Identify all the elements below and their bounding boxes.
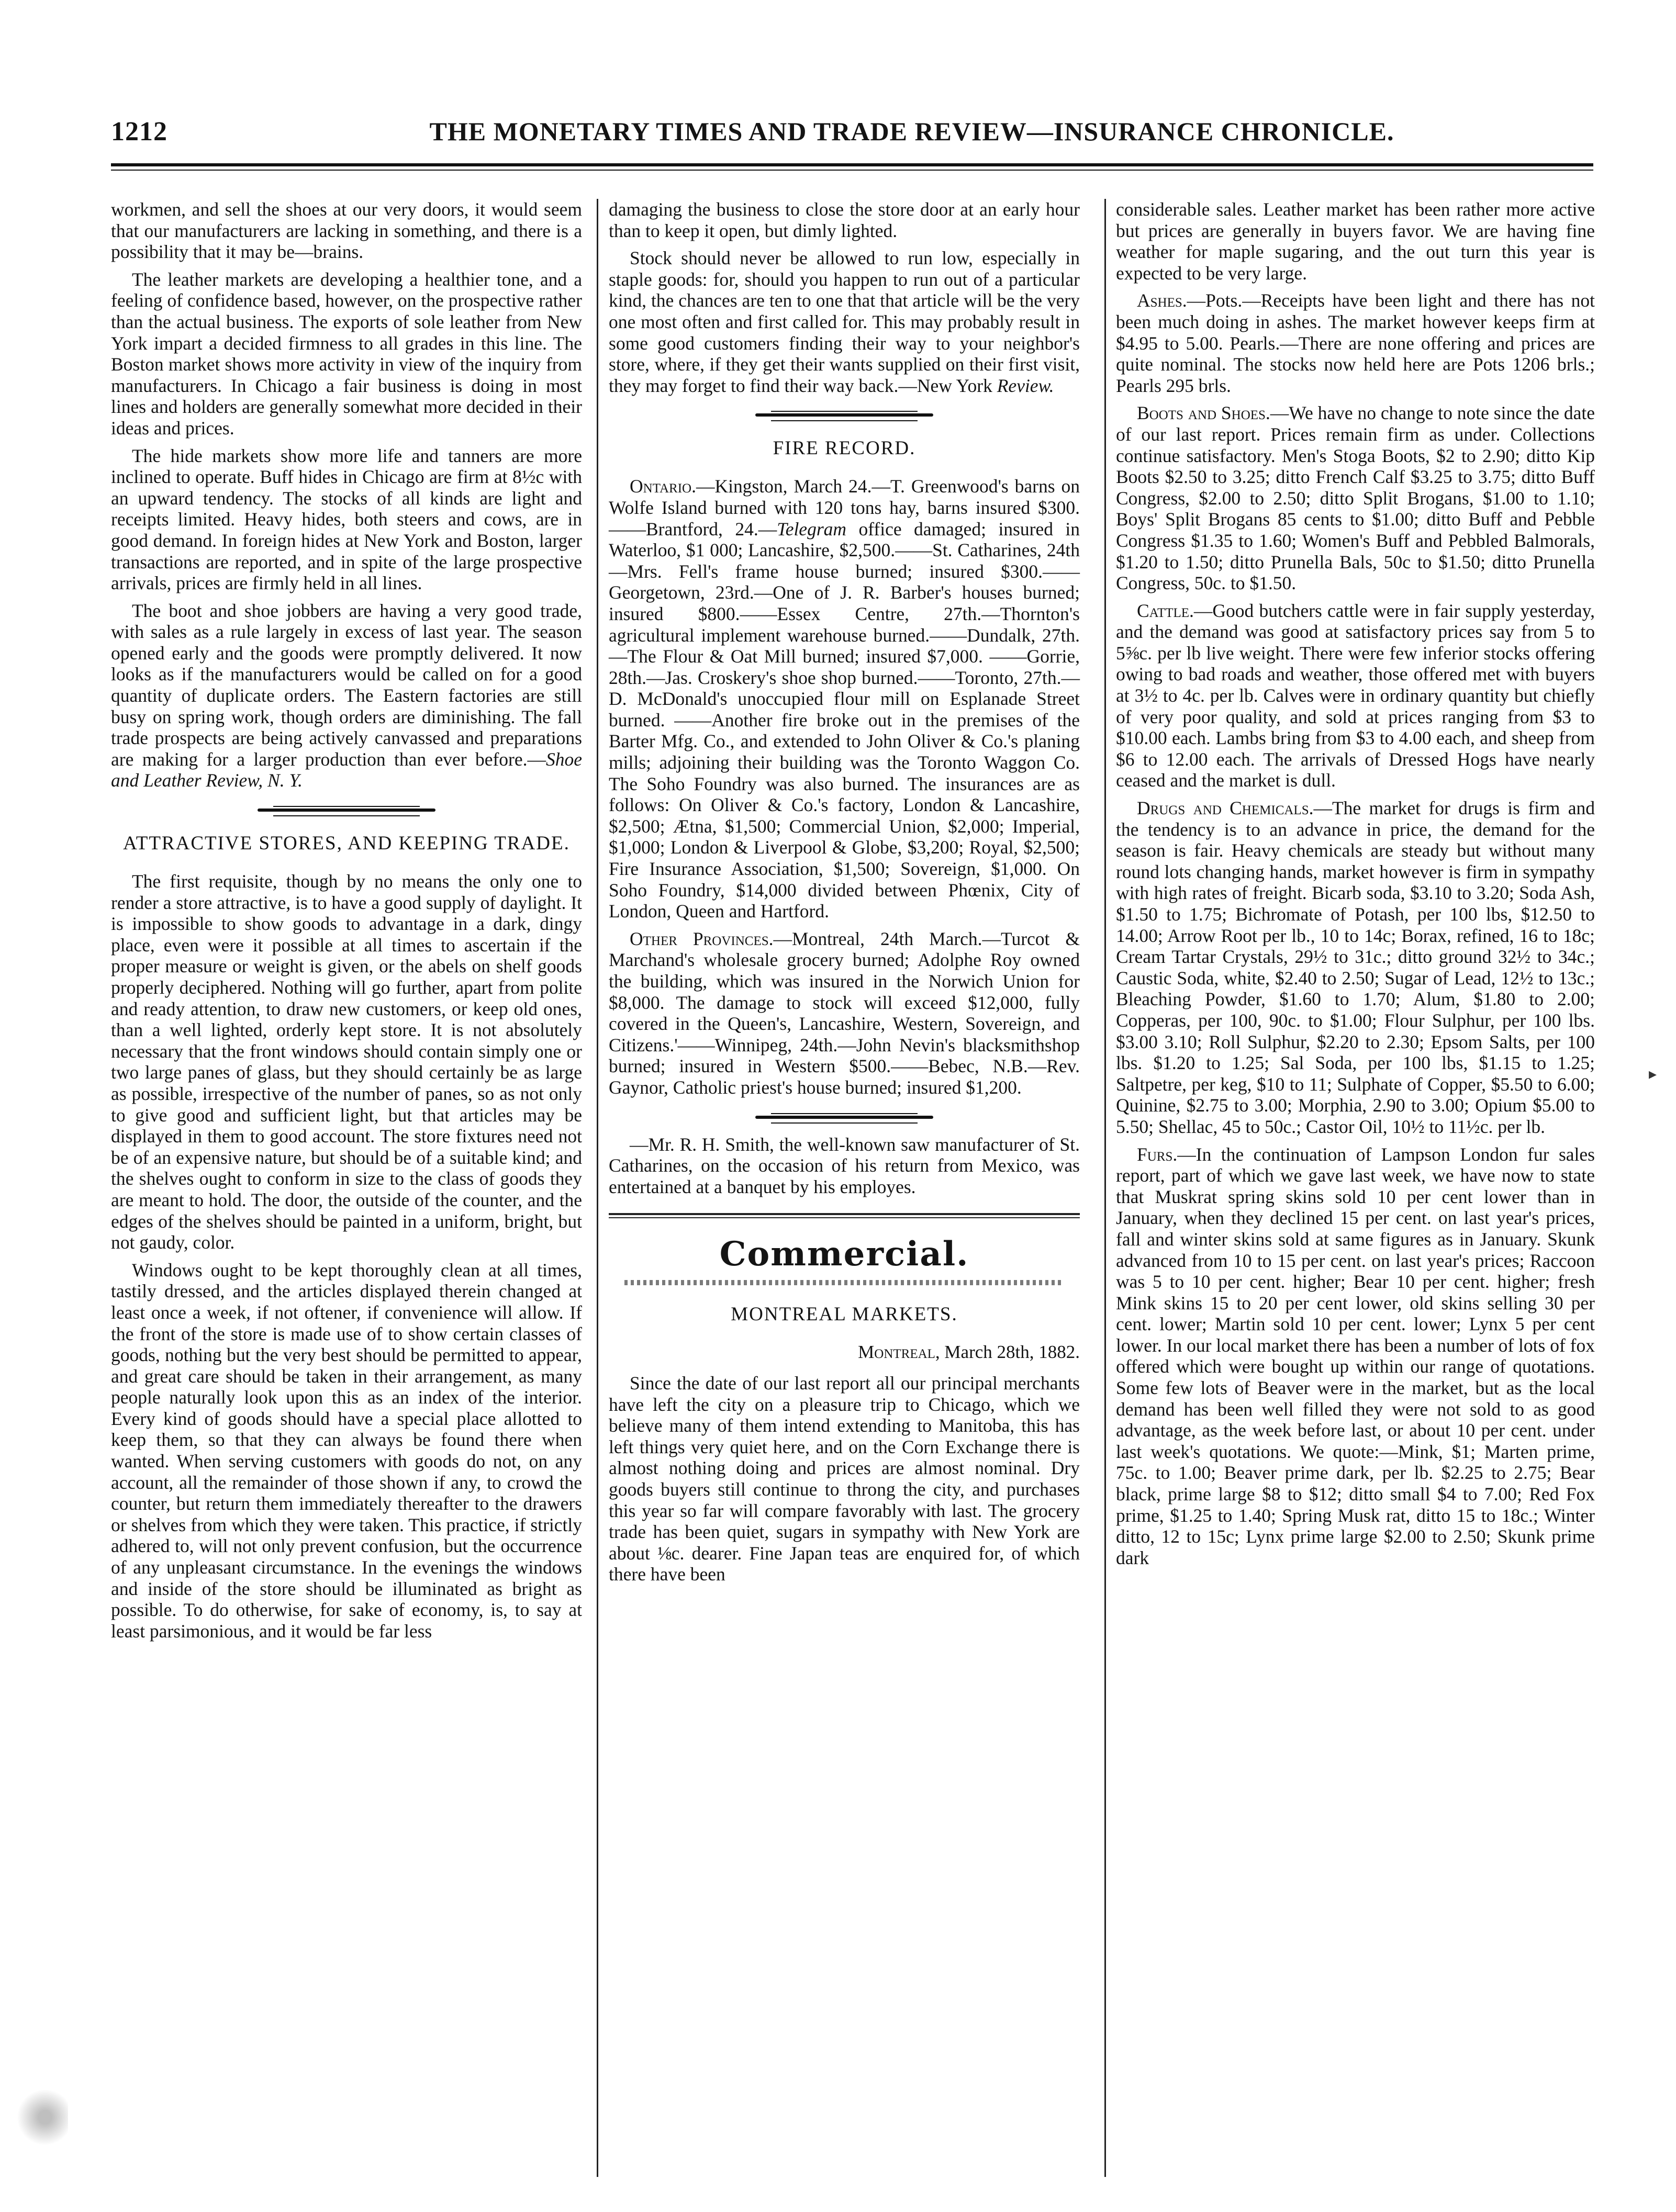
paragraph: The first requisite, though by no means the only one to render a store attractive, is to have a good supply of daylight. It is impossible to show goods to advantage in a dark, dingy place, even were it possible at all times to ascertain if the proper measure or weight is given, or the abels on shelf goods properly deciphered. Nothing will go further, apart from polite and ready attention, to draw new customers, or keep old ones, than a well lighted, orderly kept store. It is not absolutely necessary that the front windows should contain simply one or two large panes of glass, but they should certainly be as large as possible, irrespective of the number of panes, so as not only to give good and sufficient light, but that articles may be displayed in them to good account. The store fixtures need not be of an expensive nature, but should be of a suitable kind; and the shelves ought to conform in size to the class of goods they are meant to hold. The door, the outside of the counter, and the edges of the shelves should be painted in a uniform, bright, but not gaudy, color. [111,871,582,1253]
paragraph-text: The boot and shoe jobbers are having a very good trade, with sales as a rule largely in excess of last year. The season opened early and the goods were promptly delivered. It now looks as if the manufacturers would be called on for a good quantity of duplicate orders. The Eastern factories are still busy on spring work, though orders are diminishing. The fall trade prospects are being actively canvassed and preparations are making for a larger production than ever before.— [111,600,582,770]
market-label: Drugs and Chemicals. [1137,798,1314,819]
dateline-date: March 28th, 1882. [940,1342,1080,1363]
source-citation: Shoe and Leather Review, N. Y. [111,748,582,791]
paragraph [1116,290,1595,396]
article-heading: ATTRACTIVE STORES, AND KEEPING TRADE. [123,833,570,855]
paragraph-text: Stock should never be allowed to run low, especially in staple goods: for, should you happen to run out of a particular kind, the chances are ten to one that that article will be the very one most often and first called for. This may probably result in some good customers finding their way to your neighbor's store, where, if they get their wants supplied on their first visit, they may forget to find their way back.—New York [609,248,1080,396]
region-label: Ontario. [630,476,696,497]
region-label: Other Provinces. [630,928,774,949]
section-ornament [258,806,435,814]
paragraph-text: —Kingston, March 24.—T. Greenwood's barns on Wolfe Island burned with 120 tons hay, barns insured $300.——Brantford, 24.— [609,476,1080,540]
paragraph-text: —We have no change to note since the date of our last report. Prices remain firm as under. Collections continue satisfactory. Men's Stoga Boots, $2 to 2.90; ditto Kip Boots $2.50 to 3.25; ditto French Calf $3.25 to 3.75; ditto Buff Congress, $2.00 to 2.50; ditto Split Brogans, $1.00 to 1.10; Boys' Split Brogans 85 cents to $1.00; ditto Buff and Pebble Congress $1.35 to 1.60; Women's Buff and Pebbled Balmorals, $1.20 to 1.50; ditto Prunella Bals, 50c to $1.50; ditto Prunella Congress, 50c. to $1.50. [1116,402,1595,594]
running-head: THE MONETARY TIMES AND TRADE REVIEW—INSURANCE CHRONICLE. [429,117,1394,146]
paragraph-text: —Pots.—Receipts have been light and there has not been much doing in ashes. The market however keeps firm at $4.95 to 5.00. Pearls.—There are none offering and prices are quite nominal. The stocks now held here are Pots 1206 brls.; Pearls 295 brls. [1116,290,1595,396]
paragraph [609,248,1080,396]
paragraph [1116,798,1595,1138]
paragraph: Since the date of our last report all our principal merchants have left the city on a pleasure trip to Chicago, which we believe many of them intend extending to Manitoba, this has left things very quiet here, and on the Corn Exchange there is almost nothing doing and prices are almost nominal. Dry goods buyers still continue to throng the city, and purchases this year so far will compare favorably with last. The grocery trade has been quiet, sugars in sympathy with New York are about ⅛c. dearer. Fine Japan teas are enquired for, of which there have been [609,1372,1080,1585]
paragraph: Windows ought to be kept thoroughly clean at all times, tastily dressed, and the articles displayed therein changed at least once a week, if not oftener, if convenience will allow. If the front of the store is made use of to show certain classes of goods, nothing but the very best should be permitted to appear, and great care should be taken in their arrangement, as many people naturally look upon this as an index of the interior. Every kind of goods should have a special place allotted to keep them, so that they can always be found there when wanted. When serving customers with goods do not, on any account, all the remainder of those shown if any, to crowd the counter, but return them immediately thereafter to the drawers or shelves from which they were taken. This practice, if strictly adhered to, will not only prevent confusion, but the occurrence of any unpleasant circumstance. In the evenings the windows and inside of the store should be illuminated as bright as possible. To do otherwise, for sake of economy, is, to say at least parsimonious, and it would be far less [111,1259,582,1642]
paragraph-italic: Telegram [777,518,847,540]
paragraph [609,928,1080,1098]
paragraph-text: —The market for drugs is firm and the tendency is to an advance in price, the demand for the season is fair. Heavy chemicals are steady but without many round lots changing hands, market however is firm in sympathy with high rates of freight. Bicarb soda, $3.10 to 3.20; Soda Ash, $1.50 to 1.75; Bichromate of Potash, per 100 lbs, $12.50 to 14.00; Arrow Root per lb., 10 to 14c; Borax, refined, 16 to 18c; Cream Tartar Crystals, 29½ to 31c.; ditto ground 32½ to 34c.; Caustic Soda, white, $2.40 to 2.50; Sugar of Lead, 12½ to 13c.; Bleaching Powder, $1.60 to 1.70; Alum, $1.80 to 2.00; Copperas, per 100, 90c. to $1.00; Flour Sulphur, per 100 lbs. $3.00 3.10; Roll Sulphur, $2.20 to 2.30; Epsom Salts, per 100 lbs. $1.20 to 1.25; Sal Soda, per 100 lbs, $1.15 to 1.25; Saltpetre, per keg, $10 to 11; Sulphate of Copper, $5.50 to 6.00; Quinine, $2.75 to 3.00; Morphia, 2.90 to 3.00; Opium $5.00 to 5.50; Shellac, 45 to 50c.; Castor Oil, 10½ to 11½c. per lb. [1116,798,1595,1137]
market-label: Cattle. [1137,600,1194,621]
wavy-rule [624,1280,1064,1285]
paragraph-text: —Good butchers cattle were in fair supply yesterday, and the demand was good at satisfactory prices say from 5 to 5⅝c. per lb live weight. There were few inferior stocks offering owing to bad roads and weather, those offered met with buyers at 3½ to 4c. per lb. Calves were in ordinary quantity but chiefly of very poor quality, and sold at prices ranging from $3 to $10.00 each. Lambs bring from $3 to 4.00 each, and sheep from $6 to 12.00 each. The arrivals of Dressed Hogs have nearly ceased and the market is dull. [1116,600,1595,791]
paragraph-text: —Montreal, 24th March.—Turcot & Marchand's wholesale grocery burned; Adolphe Roy owned the building, which was insured in the Norwich Union for $8,000. The damage to stock will exceed $12,000, fully covered in the Queen's, Lancashire, Western, Sovereign, and Citizens.'——Winnipeg, 24th.—John Nevin's blacksmithshop burned; insured in Western $500.——Bebec, N.B.—Rev. Gaynor, Catholic priest's house burned; insured $1,200. [609,928,1080,1098]
column-2 [609,199,1080,1591]
market-label: Boots and Shoes. [1137,402,1270,424]
dateline [609,1342,1080,1363]
section-rule [609,1213,1080,1218]
article-heading: MONTREAL MARKETS. [731,1304,958,1326]
paragraph: —Mr. R. H. Smith, the well-known saw manufacturer of St. Catharines, on the occasion of his return from Mexico, was entertained at a banquet by his employes. [609,1133,1080,1197]
paragraph: The leather markets are developing a healthier tone, and a feeling of confidence based, however, on the prospective rather than the actual business. The exports of sole leather from New York impart a decided firmness to all grades in this line. The Boston market shows more activity in view of the inquiry from manufacturers. In Chicago a fair business is doing in most lines and holders are generally somewhat more decided in their ideas and prices. [111,268,582,439]
paragraph: considerable sales. Leather market has been rather more active but prices are generally in buyers favor. We are having fine weather for maple sugaring, and the out turn this year is expected to be very large. [1116,199,1595,284]
margin-arrow-icon: ▸ [1649,1065,1657,1083]
section-ornament [755,411,933,419]
paper-stain [10,2088,68,2161]
source-citation: Review. [997,375,1054,396]
dateline-city: Montreal, [858,1342,940,1363]
paragraph [609,476,1080,922]
section-ornament [755,1113,933,1121]
paragraph-text: —In the continuation of Lampson London fur sales report, part of which we gave last week, we have now to state that Muskrat spring skins sold 10 per cent lower than in January, when they declined 15 per cent. on last year's prices, fall and winter skins sold at same figures as in January. Skunk advanced from 10 to 15 per cent. on last year's prices; Raccoon was 5 to 10 per cent. higher; Bear 10 per cent. higher; fresh Mink skins 15 to 20 per cent lower, old skins selling 30 per cent. lower; Martin sold 10 per cent. lower; Lynx 5 per cent lower. In our local market there has been a number of lots of fox offered which were bought up within our range of quotations. Some few lots of Beaver were in the market, but as the local demand has been well filled they were not sold to as good advantage, as the week before last, or about 10 per cent. under last week's quotations. We quote:—Mink, $1; Marten prime, 75c. to 1.00; Beaver prime dark, per lb. $2.25 to 2.75; Bear black, prime large $8 to $12; ditto small $4 to 7.00; Red Fox prime, $1.25 to 1.40; Spring Musk rat, ditto 15 to 18c.; Winter ditto, 12 to 15c; Lynx prime large $2.00 to 2.50; Skunk prime dark [1116,1143,1595,1568]
paragraph-text: office damaged; insured in Waterloo, $1 000; Lancashire, $2,500.——St. Catharines, 24th —Mrs. Fell's frame house burned; insured $300.——Georgetown, 23rd.—One of J. R. Barber's houses burned; insured $800.——Essex Centre, 27th.—Thornton's agricultural implement warehouse burned.——Dundalk, 27th. —The Flour & Oat Mill burned; insured $7,000. ——Gorrie, 28th.—Jas. Croskery's shoe shop burned.——Toronto, 27th.—D. McDonald's unoccupied flour mill on Esplanade Street burned. ——Another fire broke out in the premises of the Barter Mfg. Co., and extended to John Oliver & Co.'s planing mills; adjoining their building was the Toronto Waggon Co. The Soho Foundry was also burned. The insurances are as follows: On Oliver & Co.'s factory, London & Lancashire, $2,500; Ætna, $1,500; Commercial Union, $2,000; Imperial, $1,000; London & Liverpool & Globe, $3,200; Royal, $2,500; Fire Insurance Association, $1,500; Sovereign, $1,000. On Soho Foundry, $14,000 divided between Phœnix, City of London, Queen and Hartford. [609,518,1080,922]
column-1 [111,199,582,1648]
column-divider [1104,199,1106,2177]
column-3 [1116,199,1595,1575]
paragraph: The hide markets show more life and tanners are more inclined to operate. Buff hides in Chicago are firm at 8½c with an upward tendency. The stocks of all kinds are light and receipts limited. Heavy hides, both steers and cows, are in good demand. In foreign hides at New York and Boston, larger transactions are reported, and in spite of the large prospective arrivals, prices are firmly held in all lines. [111,445,582,594]
paragraph [1116,600,1595,791]
page-number: 1212 [111,117,167,147]
paragraph: workmen, and sell the shoes at our very doors, it would seem that our manufacturers are lacking in something, and there is a possibility that it may be—brains. [111,199,582,263]
market-label: Ashes. [1137,290,1187,311]
paragraph [111,600,582,791]
column-divider [597,199,598,2177]
article-heading: FIRE RECORD. [773,437,916,459]
section-title: Commercial. [719,1234,969,1274]
page-header [111,116,1503,153]
paragraph [1116,1144,1595,1569]
paragraph: damaging the business to close the store door at an early hour than to keep it open, but dimly lighted. [609,199,1080,241]
paragraph [1116,402,1595,593]
header-rule [111,163,1593,171]
market-label: Furs. [1137,1143,1178,1165]
